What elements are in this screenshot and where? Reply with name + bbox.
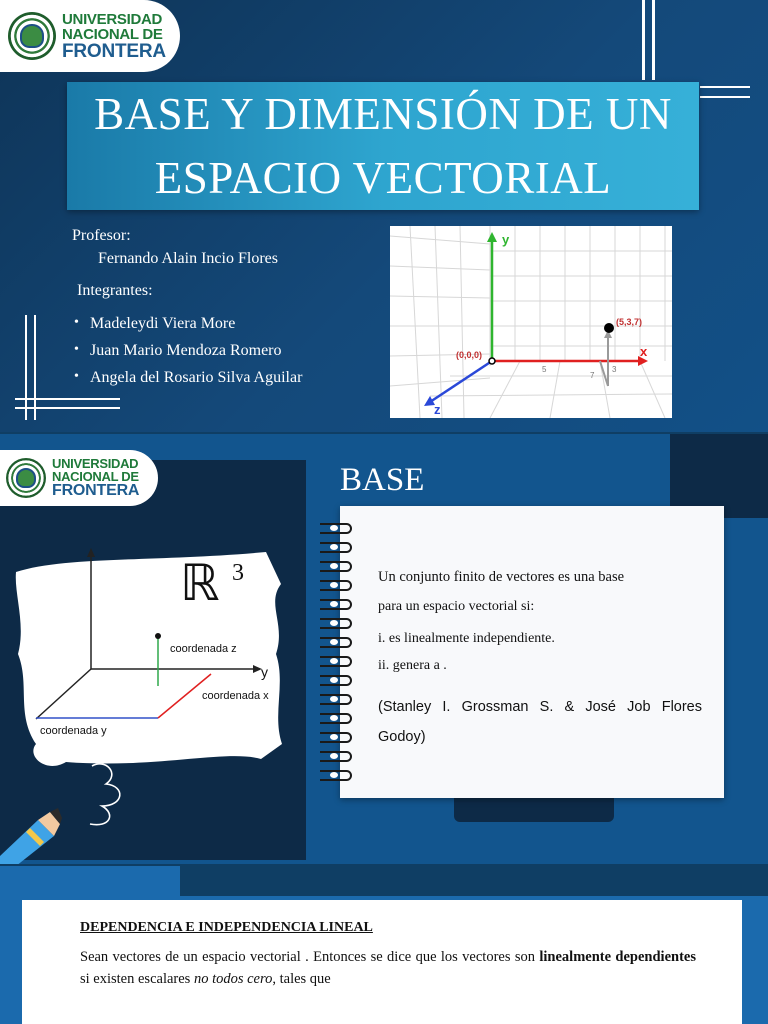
section-heading: DEPENDENCIA E INDEPENDENCIA LINEAL <box>80 920 373 935</box>
logo-line-1: UNIVERSIDAD <box>52 456 139 471</box>
graph-point-label: (5,3,7) <box>616 317 643 327</box>
decor-line <box>642 0 645 80</box>
notebook-ring <box>320 637 352 648</box>
document-page <box>22 900 742 1024</box>
paragraph-1-end: , tales que <box>272 971 331 987</box>
notebook-ring <box>320 599 352 610</box>
decor-line <box>700 86 750 88</box>
definition-line-1: Un conjunto finito de vectores es una base <box>378 569 625 585</box>
notebook-ring <box>320 523 352 534</box>
r3-exponent: 3 <box>232 560 244 586</box>
definition-item-1: i. es linealmente independiente. <box>378 631 555 646</box>
decor-line <box>15 407 120 409</box>
definition-citation: (Stanley I. Grossman S. & José Job Flores Godoy) <box>378 699 702 745</box>
notebook-ring <box>320 580 352 591</box>
decor-line <box>34 315 36 420</box>
notebook-ring <box>320 542 352 553</box>
definition-line-2: para un espacio vectorial si: <box>378 599 535 614</box>
notebook-ring <box>320 732 352 743</box>
logo-line-2: NACIONAL DE <box>62 25 163 43</box>
definition-card <box>340 506 724 798</box>
slide-dependence <box>0 866 768 1024</box>
graph-tick-5: 5 <box>542 365 547 374</box>
definition-item-2: ii. genera a . <box>378 658 447 673</box>
slide-title-box <box>67 82 699 210</box>
member-3: • Angela del Rosario Silva Aguilar <box>90 369 302 387</box>
paragraph-1-mid: si existen escalares <box>80 971 194 987</box>
r3-coord-y: coordenada y <box>40 725 107 737</box>
university-seal-icon <box>6 458 46 498</box>
member-1: • Madeleydi Viera More <box>90 315 235 333</box>
notebook-ring <box>320 751 352 762</box>
coordinate-system-illustration <box>390 226 672 418</box>
decor-line <box>15 398 120 400</box>
notebook-ring <box>320 656 352 667</box>
graph-z-label: z <box>434 402 441 417</box>
notebook-ring <box>320 713 352 724</box>
notebook-ring <box>320 561 352 572</box>
section-heading: BASE <box>340 462 425 498</box>
logo-line-2: NACIONAL DE <box>52 469 139 484</box>
r3-y-axis-label: y <box>261 664 268 680</box>
title-line-2: ESPACIO VECTORIAL <box>154 153 612 203</box>
decor-line <box>700 96 750 98</box>
r3-coord-x: coordenada x <box>202 690 269 702</box>
scribble-decoration <box>90 764 120 825</box>
slide-base <box>0 434 768 864</box>
pencil-icon <box>0 802 70 864</box>
members-label: Integrantes: <box>77 282 153 299</box>
notebook-ring <box>320 770 352 781</box>
paragraph-1-italic: no todos cero <box>193 971 273 987</box>
r3-symbol: ℝ <box>180 555 220 611</box>
graph-y-label: y <box>502 232 510 247</box>
notebook-ring <box>320 694 352 705</box>
paragraph-1 <box>80 946 696 990</box>
professor-label: Profesor: <box>72 227 131 244</box>
dark-band-right <box>180 866 768 896</box>
graph-origin-label: (0,0,0) <box>456 350 483 360</box>
graph-x-label: x <box>640 344 648 359</box>
notebook-ring <box>320 618 352 629</box>
university-seal-icon <box>8 12 56 60</box>
university-logo <box>0 450 158 506</box>
r3-coord-z: coordenada z <box>170 643 237 655</box>
paragraph-1-start: Sean vectores de un espacio vectorial . Entonces se dice que los vectores son <box>80 949 535 965</box>
decor-line <box>652 0 655 80</box>
member-2: • Juan Mario Mendoza Romero <box>90 342 282 360</box>
slide-title <box>0 0 768 432</box>
logo-line-3: FRONTERA <box>52 482 140 499</box>
professor-name: Fernando Alain Incio Flores <box>98 250 278 267</box>
logo-line-1: UNIVERSIDAD <box>62 10 163 28</box>
decor-line <box>25 315 27 420</box>
3d-coordinate-graph <box>390 226 672 418</box>
title-line-1: BASE Y DIMENSIÓN DE UN <box>94 89 672 139</box>
paragraph-1-bold: linealmente dependientes <box>539 949 696 965</box>
university-logo <box>0 0 180 72</box>
graph-tick-7: 7 <box>590 371 595 380</box>
notebook-ring <box>320 675 352 686</box>
graph-tick-3: 3 <box>612 365 617 374</box>
logo-line-3: FRONTERA <box>62 40 166 62</box>
